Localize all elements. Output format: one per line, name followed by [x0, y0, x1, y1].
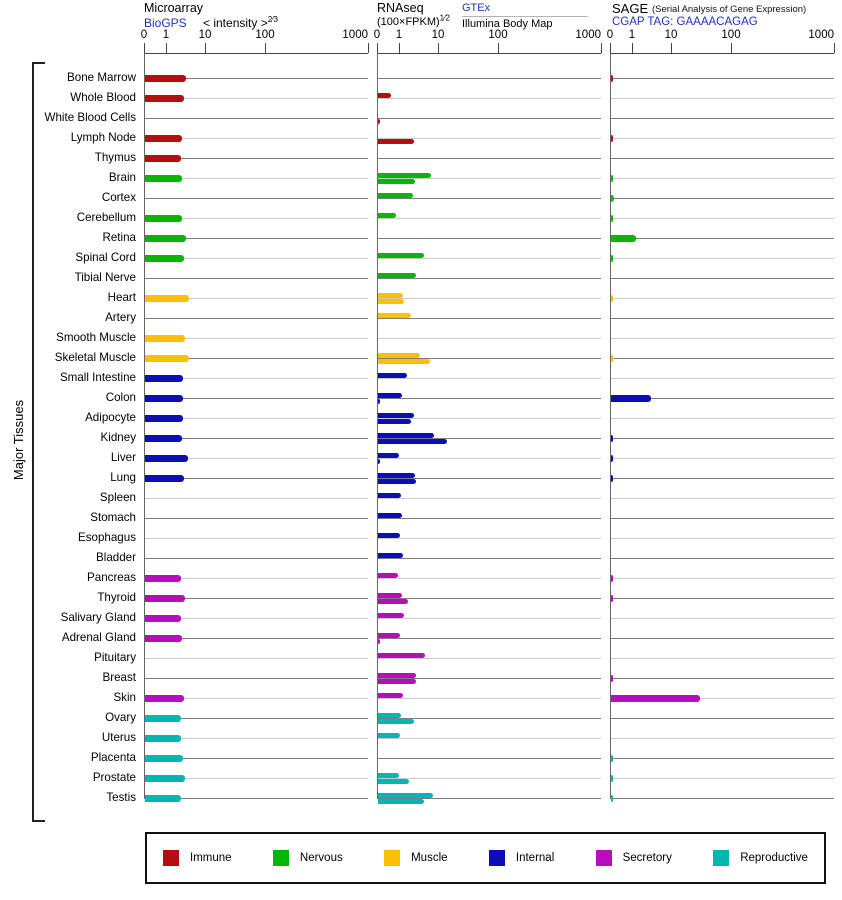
axis-line-2 — [610, 53, 834, 54]
axis-vertical-2 — [610, 53, 611, 799]
row-baseline — [611, 178, 834, 179]
rnaseq-illumina-bar-ovary — [378, 719, 414, 724]
tick-label-1000: 1000 — [808, 29, 834, 41]
row-baseline — [378, 638, 601, 639]
tissue-label-cerebellum: Cerebellum — [76, 211, 136, 224]
tick-label-0: 0 — [606, 29, 614, 41]
sage-bar-thyroid — [611, 595, 613, 602]
tick-label-100: 100 — [721, 29, 741, 41]
legend-swatch-nervous — [273, 850, 289, 866]
microarray-exponent: 2⁄3 — [267, 15, 278, 24]
cgap-link[interactable]: CGAP TAG: GAAAACAGAG — [612, 16, 758, 28]
row-baseline — [145, 518, 368, 519]
microarray-bar-testis — [145, 795, 181, 802]
rnaseq-gtex-bar-tibial-nerve — [378, 273, 416, 278]
microarray-bar-heart — [145, 295, 189, 302]
rnaseq-gtex-bar-uterus — [378, 733, 400, 738]
rnaseq-gtex-bar-testis — [378, 793, 433, 798]
sage-bar-lung — [611, 475, 613, 482]
legend-swatch-secretory — [596, 850, 612, 866]
sage-bar-testis — [611, 795, 613, 802]
row-baseline — [378, 298, 601, 299]
tissue-label-tibial-nerve: Tibial Nerve — [74, 271, 136, 284]
tick-label-1: 1 — [628, 29, 636, 41]
microarray-bar-skeletal-muscle — [145, 355, 189, 362]
row-baseline — [145, 678, 368, 679]
row-baseline — [378, 418, 601, 419]
tick-label-10: 10 — [198, 29, 212, 41]
rnaseq-gtex-bar-pancreas — [378, 573, 398, 578]
microarray-bar-lung — [145, 475, 184, 482]
row-baseline — [378, 778, 601, 779]
tissue-label-prostate: Prostate — [92, 771, 136, 784]
row-baseline — [611, 678, 834, 679]
tissue-label-bladder: Bladder — [96, 551, 136, 564]
microarray-bar-placenta — [145, 755, 183, 762]
microarray-bar-adipocyte — [145, 415, 183, 422]
tissue-label-artery: Artery — [105, 311, 136, 324]
row-baseline — [378, 238, 601, 239]
row-baseline — [611, 258, 834, 259]
tick-1 — [399, 43, 400, 53]
tissue-label-bone-marrow: Bone Marrow — [67, 71, 136, 84]
row-baseline — [611, 658, 834, 659]
row-baseline — [378, 758, 601, 759]
tissue-label-breast: Breast — [102, 671, 136, 684]
tick-1000 — [601, 43, 602, 53]
row-baseline — [378, 658, 601, 659]
microarray-bar-skin — [145, 695, 184, 702]
row-baseline — [378, 558, 601, 559]
rnaseq-illumina-bar-breast — [378, 679, 416, 684]
tick-0 — [144, 43, 145, 53]
row-baseline — [378, 498, 601, 499]
row-baseline — [611, 338, 834, 339]
rnaseq-gtex-bar-liver — [378, 453, 399, 458]
sage-bar-breast — [611, 675, 613, 682]
microarray-bar-small-intestine — [145, 375, 183, 382]
microarray-bar-ovary — [145, 715, 181, 722]
rnaseq-measure: (100×FPKM)$^{1⁄2}$ — [377, 13, 450, 28]
tick-label-1000: 1000 — [575, 29, 601, 41]
rnaseq-gtex-bar-brain — [378, 173, 431, 178]
sage-bar-cerebellum — [611, 215, 613, 222]
legend-swatch-internal — [489, 850, 505, 866]
row-baseline — [145, 558, 368, 559]
row-baseline — [611, 98, 834, 99]
tick-label-1: 1 — [162, 29, 170, 41]
rnaseq-gtex-bar-small-intestine — [378, 373, 407, 378]
tick-1 — [166, 43, 167, 53]
tissue-label-small-intestine: Small Intestine — [59, 371, 136, 384]
microarray-measure: < intensity >$^{2⁄3}$ — [203, 15, 278, 30]
row-baseline — [611, 198, 834, 199]
row-baseline — [611, 458, 834, 459]
row-baseline — [611, 298, 834, 299]
tick-100 — [498, 43, 499, 53]
microarray-bar-liver — [145, 455, 188, 462]
row-baseline — [378, 278, 601, 279]
tissue-label-pituitary: Pituitary — [94, 651, 136, 664]
tick-10 — [671, 43, 672, 53]
tick-label-10: 10 — [431, 29, 445, 41]
row-baseline — [611, 618, 834, 619]
major-tissues-label: Major Tissues — [11, 399, 26, 481]
microarray-bar-uterus — [145, 735, 181, 742]
microarray-bar-brain — [145, 175, 182, 182]
microarray-bar-retina — [145, 235, 186, 242]
row-baseline — [611, 378, 834, 379]
tissue-label-adipocyte: Adipocyte — [85, 411, 136, 424]
tissue-label-esophagus: Esophagus — [77, 531, 136, 544]
legend-label-secretory: Secretory — [622, 852, 672, 864]
row-baseline — [145, 318, 368, 319]
sage-bar-prostate — [611, 775, 613, 782]
microarray-bar-kidney — [145, 435, 182, 442]
row-baseline — [378, 78, 601, 79]
row-baseline — [378, 378, 601, 379]
sage-bar-colon — [611, 395, 651, 402]
rnaseq-gtex-bar-ovary — [378, 713, 401, 718]
legend-item-immune — [163, 850, 232, 866]
row-baseline — [611, 498, 834, 499]
row-baseline — [611, 218, 834, 219]
tick-label-10: 10 — [664, 29, 678, 41]
rnaseq-illumina-bar-adipocyte — [378, 419, 411, 424]
rnaseq-title: RNAseq — [377, 1, 424, 15]
microarray-bar-spinal-cord — [145, 255, 184, 262]
rnaseq-gtex-bar-lung — [378, 473, 415, 478]
microarray-bar-prostate — [145, 775, 185, 782]
microarray-bar-salivary-gland — [145, 615, 181, 622]
row-baseline — [378, 698, 601, 699]
legend-label-immune: Immune — [190, 852, 232, 864]
tissue-label-white-blood-cells: White Blood Cells — [44, 111, 136, 124]
sage-bar-retina — [611, 235, 636, 242]
row-baseline — [145, 118, 368, 119]
tissue-label-lung: Lung — [110, 471, 136, 484]
rnaseq-illumina-bar-colon — [378, 399, 380, 404]
axis-vertical-0 — [144, 53, 145, 799]
tissue-label-thyroid: Thyroid — [97, 591, 136, 604]
row-baseline — [378, 578, 601, 579]
row-baseline — [378, 398, 601, 399]
rnaseq-gtex-bar-artery — [378, 313, 411, 318]
row-baseline — [145, 538, 368, 539]
tissue-label-retina: Retina — [102, 231, 136, 244]
row-baseline — [378, 318, 601, 319]
legend-label-nervous: Nervous — [299, 852, 343, 864]
tick-100 — [731, 43, 732, 53]
rnaseq-gtex-bar-spinal-cord — [378, 253, 424, 258]
row-baseline — [378, 218, 601, 219]
legend-label-muscle: Muscle — [411, 852, 448, 864]
tissue-label-stomach: Stomach — [90, 511, 136, 524]
row-baseline — [378, 458, 601, 459]
row-baseline — [611, 598, 834, 599]
legend-item-internal — [489, 850, 554, 866]
tissue-label-colon: Colon — [105, 391, 136, 404]
legend-swatch-reproductive — [713, 850, 729, 866]
microarray-bar-cerebellum — [145, 215, 182, 222]
rnaseq-gtex-bar-salivary-gland — [378, 613, 404, 618]
row-baseline — [378, 118, 601, 119]
rnaseq-illumina-bar-lymph-node — [378, 139, 414, 144]
biogps-link[interactable]: BioGPS — [144, 16, 187, 30]
row-baseline — [611, 358, 834, 359]
rnaseq-illumina-bar-skeletal-muscle — [378, 359, 430, 364]
sage-bar-bone-marrow — [611, 75, 613, 82]
microarray-bar-colon — [145, 395, 183, 402]
tissue-label-salivary-gland: Salivary Gland — [60, 611, 136, 624]
tick-label-1000: 1000 — [342, 29, 368, 41]
rnaseq-illumina-bar-prostate — [378, 779, 409, 784]
row-baseline — [145, 658, 368, 659]
sage-bar-liver — [611, 455, 613, 462]
row-baseline — [378, 618, 601, 619]
tick-0 — [610, 43, 611, 53]
row-baseline — [611, 238, 834, 239]
tissue-label-uterus: Uterus — [101, 731, 136, 744]
rnaseq-illumina-bar-liver — [378, 459, 380, 464]
tick-1000 — [368, 43, 369, 53]
microarray-bar-thyroid — [145, 595, 185, 602]
microarray-bar-bone-marrow — [145, 75, 186, 82]
tissue-label-placenta: Placenta — [90, 751, 136, 764]
tick-0 — [377, 43, 378, 53]
row-baseline — [611, 638, 834, 639]
legend-label-reproductive: Reproductive — [740, 852, 808, 864]
rnaseq-illumina-bar-white-blood-cells — [378, 119, 380, 124]
tick-label-100: 100 — [488, 29, 508, 41]
tissue-label-whole-blood: Whole Blood — [70, 91, 136, 104]
rnaseq-gtex-bar-kidney — [378, 433, 434, 438]
tissue-label-skin: Skin — [113, 691, 136, 704]
tick-10 — [438, 43, 439, 53]
rnaseq-gtex-bar-skeletal-muscle — [378, 353, 420, 358]
rnaseq-illumina-bar-brain — [378, 179, 415, 184]
rnaseq-gtex-bar-heart — [378, 293, 403, 298]
sage-bar-brain — [611, 175, 613, 182]
sage-bar-lymph-node — [611, 135, 613, 142]
sage-bar-cortex — [611, 195, 614, 202]
microarray-bar-pancreas — [145, 575, 181, 582]
microarray-title: Microarray — [144, 1, 204, 15]
rnaseq-exponent: 1⁄2 — [439, 13, 450, 23]
tissue-label-adrenal-gland: Adrenal Gland — [61, 631, 136, 644]
row-baseline — [611, 778, 834, 779]
tissue-label-cortex: Cortex — [101, 191, 136, 204]
tick-1000 — [834, 43, 835, 53]
microarray-bar-smooth-muscle — [145, 335, 185, 342]
rnaseq-gtex-bar-bladder — [378, 553, 403, 558]
tissue-label-kidney: Kidney — [100, 431, 136, 444]
sage-bar-pancreas — [611, 575, 613, 582]
tick-label-0: 0 — [140, 29, 148, 41]
row-baseline — [611, 138, 834, 139]
row-baseline — [145, 498, 368, 499]
sage-bar-skin — [611, 695, 700, 702]
rnaseq-gtex-bar-spleen — [378, 493, 401, 498]
legend-item-nervous — [273, 850, 343, 866]
rnaseq-illumina-bar-testis — [378, 799, 424, 804]
row-baseline — [378, 258, 601, 259]
row-baseline — [145, 198, 368, 199]
row-baseline — [378, 518, 601, 519]
tissue-label-spleen: Spleen — [99, 491, 136, 504]
row-baseline — [611, 158, 834, 159]
row-baseline — [611, 438, 834, 439]
rnaseq-gtex-bar-thyroid — [378, 593, 402, 598]
legend-label-internal: Internal — [515, 852, 555, 864]
sage-bar-kidney — [611, 435, 613, 442]
tissue-label-brain: Brain — [108, 171, 136, 184]
axis-line-1 — [377, 53, 601, 54]
row-baseline — [378, 198, 601, 199]
rnaseq-gtex-bar-pituitary — [378, 653, 425, 658]
rnaseq-illumina-bar-thyroid — [378, 599, 408, 604]
sage-bar-spinal-cord — [611, 255, 613, 262]
microarray-bar-lymph-node — [145, 135, 182, 142]
axis-line-0 — [144, 53, 368, 54]
tick-label-0: 0 — [373, 29, 381, 41]
gtex-link[interactable]: GTEx — [462, 2, 491, 14]
tissue-label-thymus: Thymus — [94, 151, 136, 164]
sage-note: (Serial Analysis of Gene Expression) — [652, 4, 807, 15]
row-baseline — [611, 758, 834, 759]
row-baseline — [611, 798, 834, 799]
illumina-label: Illumina Body Map — [462, 18, 553, 30]
tissue-label-heart: Heart — [107, 291, 136, 304]
tissue-label-ovary: Ovary — [105, 711, 136, 724]
row-baseline — [378, 158, 601, 159]
rnaseq-gtex-bar-cortex — [378, 193, 413, 198]
category-legend — [145, 832, 826, 884]
tick-10 — [205, 43, 206, 53]
row-baseline — [611, 478, 834, 479]
row-baseline — [378, 598, 601, 599]
row-baseline — [611, 578, 834, 579]
row-baseline — [611, 538, 834, 539]
rnaseq-illumina-bar-adrenal-gland — [378, 639, 380, 644]
axis-vertical-1 — [377, 53, 378, 799]
rnaseq-illumina-bar-heart — [378, 299, 404, 304]
row-baseline — [378, 338, 601, 339]
row-baseline — [611, 318, 834, 319]
row-baseline — [378, 738, 601, 739]
tick-label-1: 1 — [395, 29, 403, 41]
tissue-label-pancreas: Pancreas — [87, 571, 136, 584]
microarray-bar-whole-blood — [145, 95, 184, 102]
tick-100 — [265, 43, 266, 53]
row-baseline — [611, 738, 834, 739]
tick-1 — [632, 43, 633, 53]
row-baseline — [611, 518, 834, 519]
rnaseq-gtex-bar-adipocyte — [378, 413, 414, 418]
tissue-label-liver: Liver — [110, 451, 136, 464]
row-baseline — [611, 278, 834, 279]
legend-item-muscle — [384, 850, 447, 866]
rnaseq-gtex-bar-stomach — [378, 513, 402, 518]
rnaseq-gtex-bar-whole-blood — [378, 93, 391, 98]
legend-swatch-muscle — [384, 850, 400, 866]
rnaseq-gtex-bar-esophagus — [378, 533, 400, 538]
row-baseline — [378, 538, 601, 539]
tissue-label-testis: Testis — [106, 791, 136, 804]
tissue-label-smooth-muscle: Smooth Muscle — [56, 331, 136, 344]
row-baseline — [378, 98, 601, 99]
sage-bar-skeletal-muscle — [611, 355, 613, 362]
rnaseq-gtex-bar-skin — [378, 693, 403, 698]
rnaseq-gtex-bar-adrenal-gland — [378, 633, 400, 638]
rnaseq-illumina-bar-lung — [378, 479, 416, 484]
tick-label-100: 100 — [255, 29, 275, 41]
row-baseline — [145, 278, 368, 279]
row-baseline — [611, 718, 834, 719]
sage-bar-placenta — [611, 755, 613, 762]
sage-bar-heart — [611, 295, 613, 302]
rnaseq-gtex-bar-prostate — [378, 773, 399, 778]
rnaseq-gtex-bar-colon — [378, 393, 402, 398]
row-baseline — [611, 418, 834, 419]
legend-item-reproductive — [713, 850, 808, 866]
row-baseline — [611, 558, 834, 559]
rnaseq-illumina-bar-kidney — [378, 439, 447, 444]
tissue-label-skeletal-muscle: Skeletal Muscle — [54, 351, 136, 364]
legend-swatch-immune — [163, 850, 179, 866]
legend-item-secretory — [596, 850, 672, 866]
row-baseline — [611, 118, 834, 119]
rnaseq-gtex-bar-breast — [378, 673, 416, 678]
microarray-bar-adrenal-gland — [145, 635, 182, 642]
row-baseline — [611, 78, 834, 79]
tissue-label-lymph-node: Lymph Node — [70, 131, 136, 144]
microarray-bar-thymus — [145, 155, 181, 162]
tissue-label-spinal-cord: Spinal Cord — [75, 251, 136, 264]
rnaseq-gtex-bar-cerebellum — [378, 213, 396, 218]
sage-title: SAGE — [612, 1, 649, 16]
